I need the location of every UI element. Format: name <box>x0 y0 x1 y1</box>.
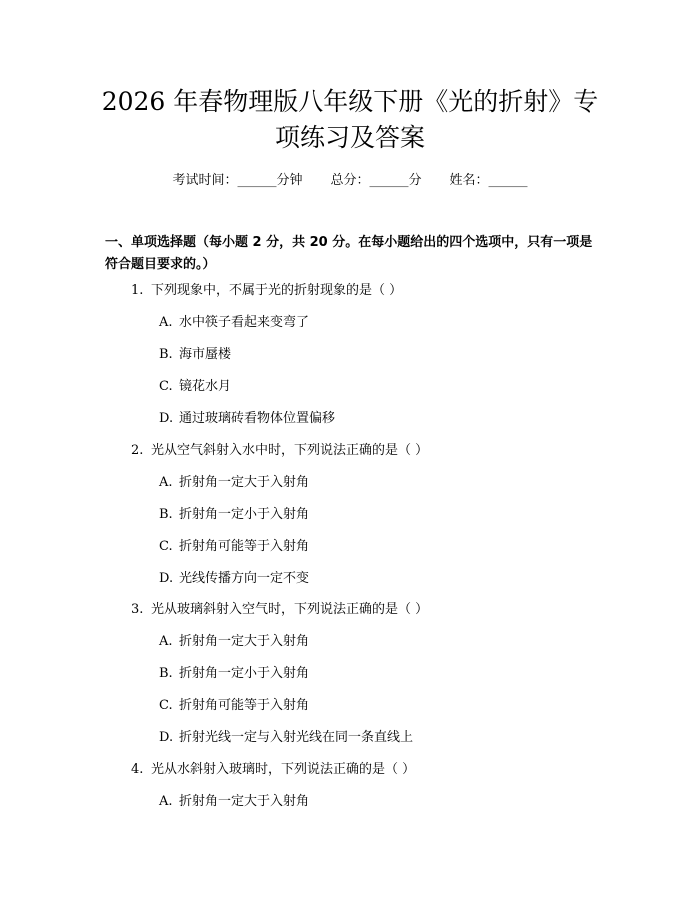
option-letter: C. <box>159 539 173 554</box>
page-title <box>70 84 630 156</box>
total-score-field: 总分：______分 <box>330 173 422 188</box>
option-letter: B. <box>159 507 173 522</box>
answer-option <box>159 793 309 811</box>
question-item <box>131 761 415 779</box>
question-item <box>131 282 402 300</box>
option-text: 折射角一定小于入射角 <box>179 507 310 522</box>
option-text: 折射角一定大于入射角 <box>179 794 310 809</box>
option-text: 水中筷子看起来变弯了 <box>179 315 310 330</box>
answer-option <box>159 474 309 492</box>
answer-option <box>159 570 309 588</box>
exam-time-field: 考试时间：______分钟 <box>172 173 303 188</box>
section-heading: 一、单项选择题（每小题 2 分，共 20 分。在每小题给出的四个选项中，只有一项是符合题目要求的。） <box>105 235 593 272</box>
option-letter: B. <box>159 347 173 362</box>
option-letter: A. <box>159 315 173 330</box>
title-line-1: 2026 年春物理版八年级下册《光的折射》专 <box>101 87 599 116</box>
option-letter: D. <box>159 571 174 586</box>
option-text: 折射角一定大于入射角 <box>179 634 310 649</box>
answer-option <box>159 410 335 428</box>
option-text: 折射角一定大于入射角 <box>179 475 310 490</box>
option-text: 海市蜃楼 <box>179 347 232 362</box>
answer-option <box>159 633 309 651</box>
option-text: 折射角可能等于入射角 <box>179 539 310 554</box>
exam-meta <box>0 169 700 188</box>
student-name-field: 姓名：______ <box>449 173 528 188</box>
answer-option <box>159 506 309 524</box>
question-item <box>131 442 428 460</box>
question-item <box>131 601 428 619</box>
question-text: 下列现象中，不属于光的折射现象的是（ ） <box>151 283 403 298</box>
option-letter: C. <box>159 698 173 713</box>
option-letter: A. <box>159 475 173 490</box>
question-number: 1. <box>131 283 144 298</box>
option-letter: D. <box>159 411 174 426</box>
option-letter: A. <box>159 634 173 649</box>
answer-option <box>159 697 309 715</box>
option-letter: A. <box>159 794 173 809</box>
answer-option <box>159 346 231 364</box>
question-number: 4. <box>131 762 144 777</box>
option-letter: D. <box>159 730 174 745</box>
answer-option <box>159 729 413 747</box>
option-letter: B. <box>159 666 173 681</box>
title-line-2: 项练习及答案 <box>274 123 425 152</box>
question-text: 光从水斜射入玻璃时，下列说法正确的是（ ） <box>151 762 416 777</box>
question-number: 2. <box>131 443 144 458</box>
question-text: 光从空气斜射入水中时，下列说法正确的是（ ） <box>151 443 429 458</box>
option-text: 折射角可能等于入射角 <box>179 698 310 713</box>
option-letter: C. <box>159 379 173 394</box>
option-text: 光线传播方向一定不变 <box>179 571 310 586</box>
answer-option <box>159 314 309 332</box>
answer-option <box>159 538 309 556</box>
question-text: 光从玻璃斜射入空气时，下列说法正确的是（ ） <box>151 602 429 617</box>
option-text: 折射角一定小于入射角 <box>179 666 310 681</box>
option-text: 镜花水月 <box>179 379 232 394</box>
answer-option <box>159 378 231 396</box>
question-number: 3. <box>131 602 144 617</box>
answer-option <box>159 665 309 683</box>
option-text: 通过玻璃砖看物体位置偏移 <box>179 411 336 426</box>
option-text: 折射光线一定与入射光线在同一条直线上 <box>179 730 414 745</box>
